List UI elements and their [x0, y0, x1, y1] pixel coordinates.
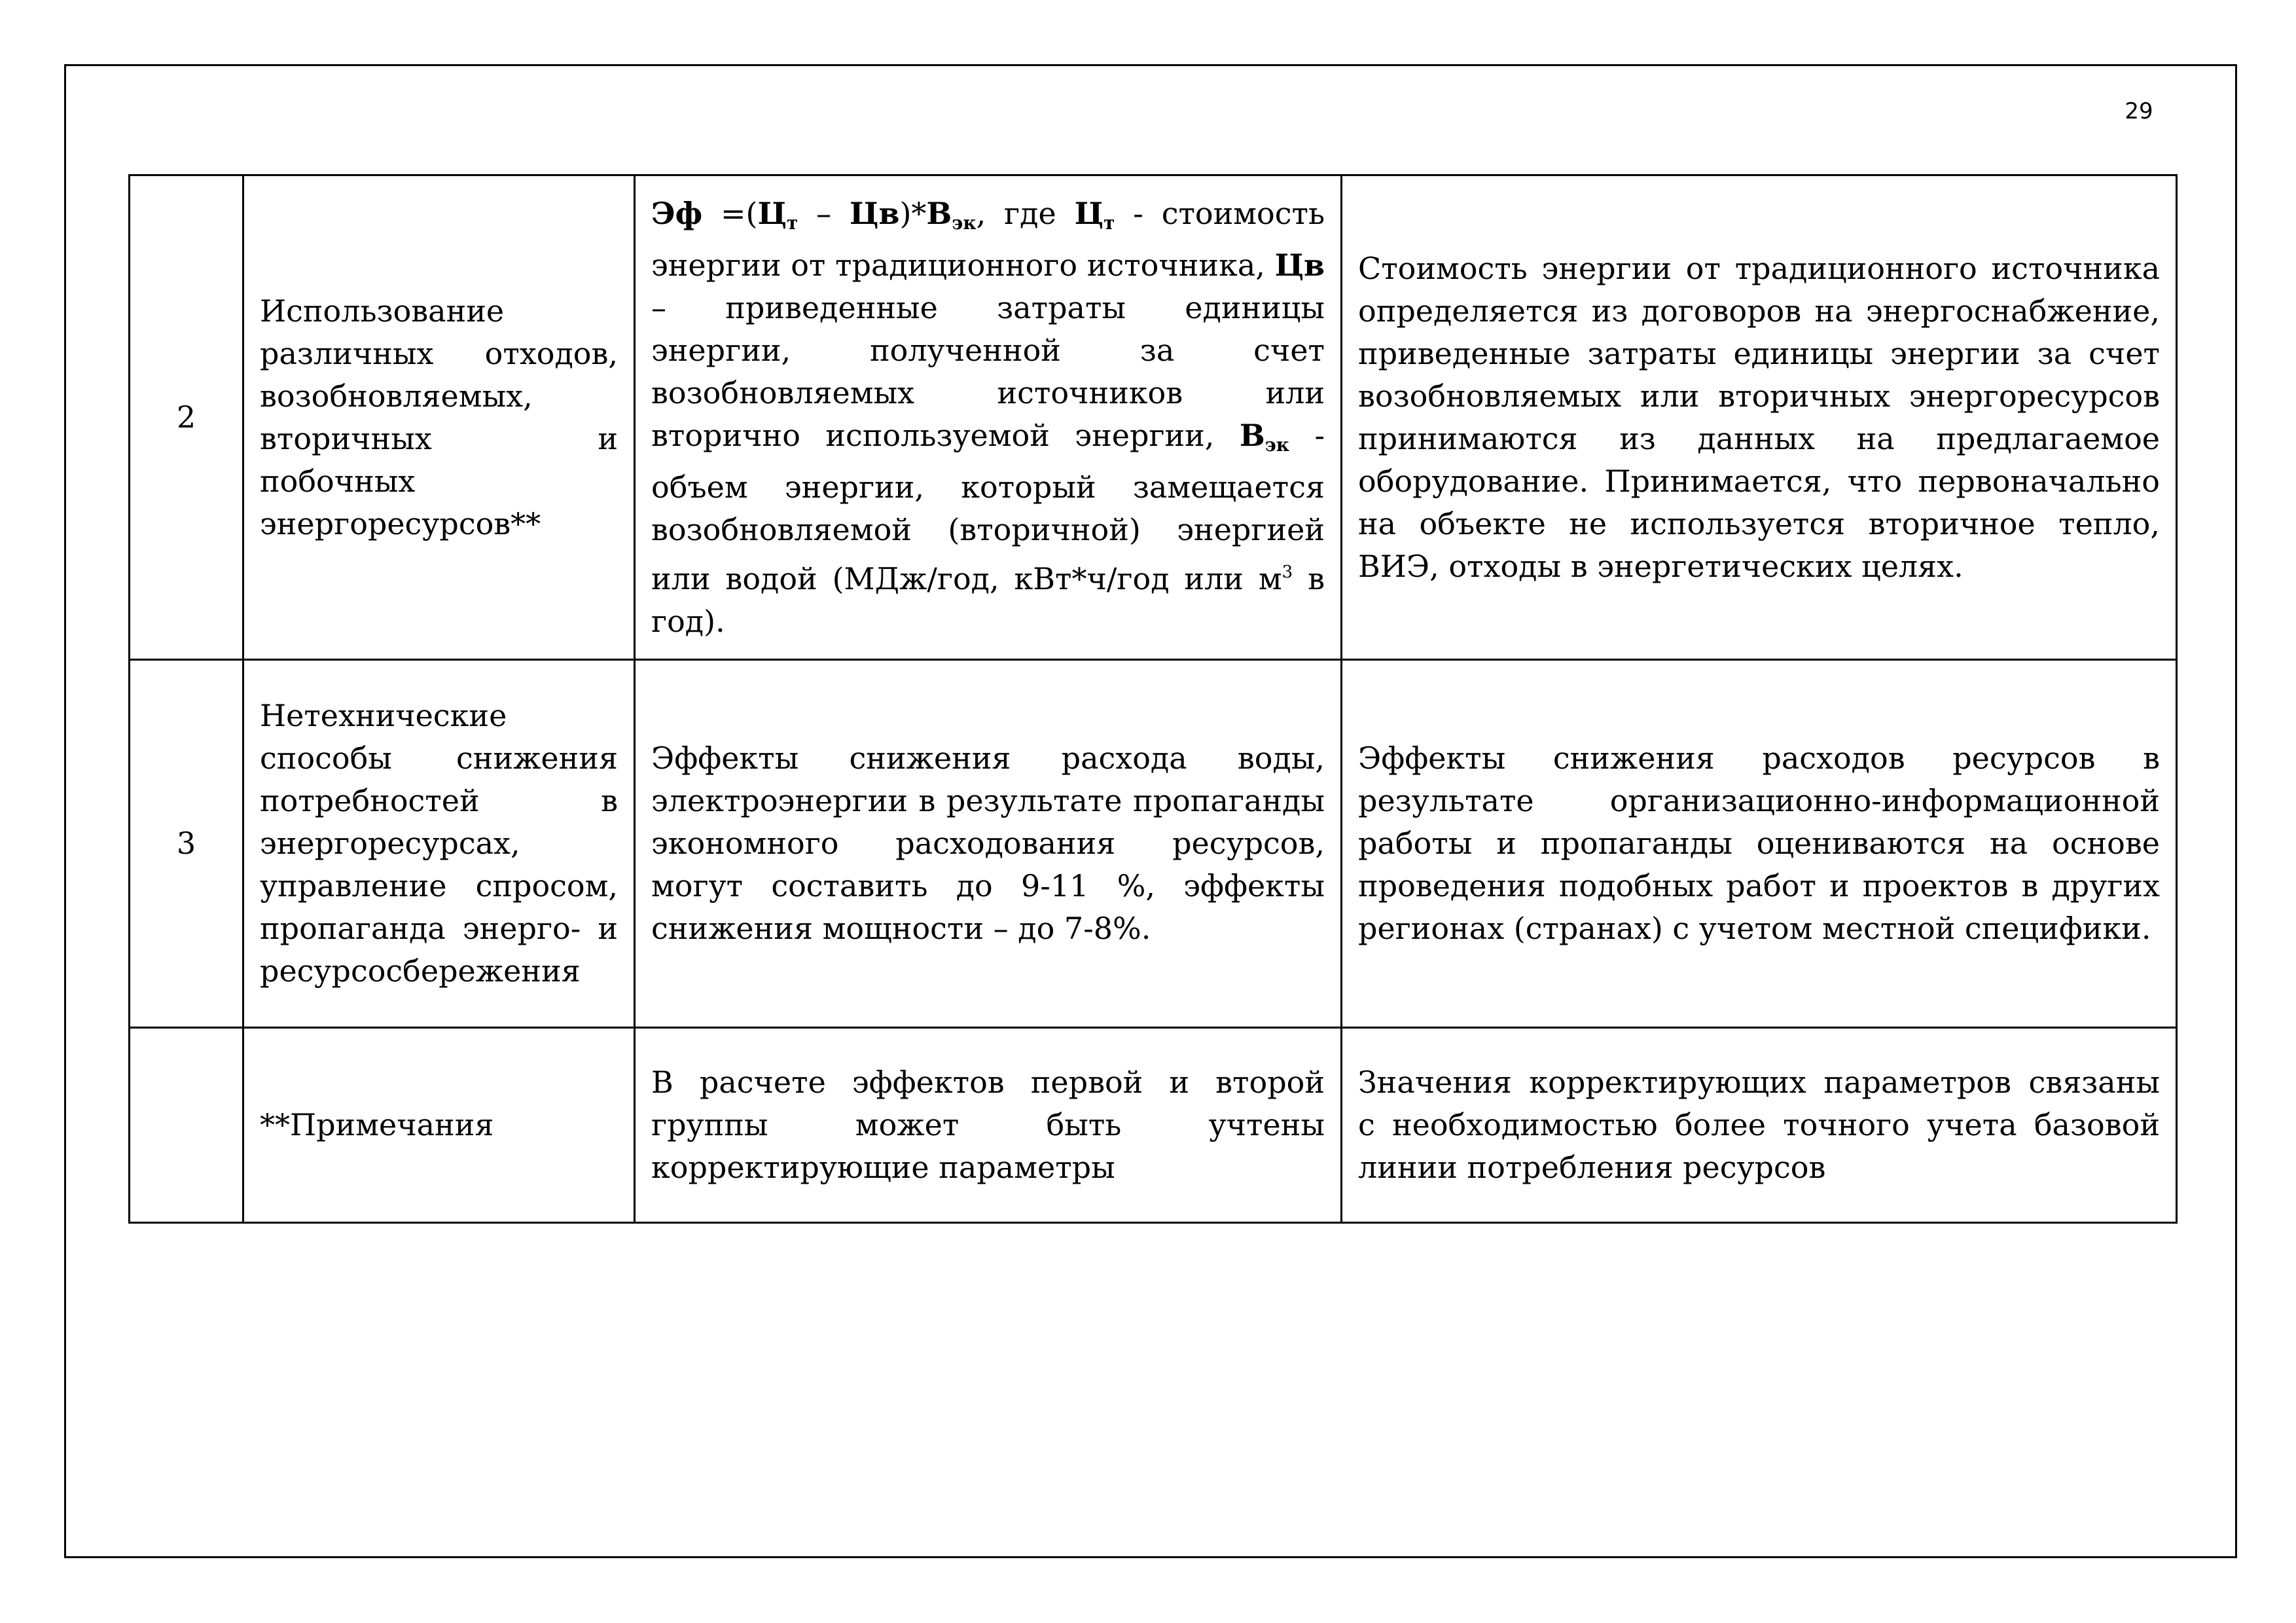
row-number	[130, 1028, 243, 1223]
measures-table	[128, 174, 2178, 1224]
notes-basis: Значения корректирующих параметров связаны с необходимостью более точного учета базовой линии потребления ресурсов	[1342, 1028, 2177, 1223]
table-row	[130, 1028, 2177, 1223]
calculation-basis: Эффекты снижения расходов ресурсов в результате организационно-информационной работы и пропаганды оцениваются на основе проведения подобных работ и проектов в других регионах (странах) с учетом местной специфики.	[1342, 660, 2177, 1028]
effect-formula: Эф $=(Ц_т - Цв)*В_{эк}$, где $Ц_т$ - стоимость энергии от традиционного источника, Цв – приведенные затраты единицы энергии, полученной за счет возобновляемых источников или вторично используемой энергии, $В_{эк}$ - объем энергии, который замещается возобновляемой (вторичной) энергией или водой (МДж/год, кВт*ч/год или $м^3$ в год).	[635, 175, 1342, 660]
effect-formula: Эффекты снижения расхода воды, электроэнергии в результате пропаганды экономного расходования ресурсов, могут составить до 9-11 %, эффекты снижения мощности – до 7-8%.	[635, 660, 1342, 1028]
page-number: 29	[2125, 98, 2153, 124]
measure-name: Использование различных отходов, возобновляемых, вторичных и побочных энергоресурсов**	[243, 175, 635, 660]
table-row	[130, 175, 2177, 660]
table-row	[130, 660, 2177, 1028]
row-number: 2	[130, 175, 243, 660]
notes-label: **Примечания	[243, 1028, 635, 1223]
calculation-basis: Стоимость энергии от традиционного источника определяется из договоров на энергоснабжение, приведенные затраты единицы энергии за счет возобновляемых или вторичных энергоресурсов принимаются из данных на предлагаемое оборудование. Принимается, что первоначально на объекте не используется вторичное тепло, ВИЭ, отходы в энергетических целях.	[1342, 175, 2177, 660]
formula-ef: Эф	[651, 195, 703, 231]
notes-formula: В расчете эффектов первой и второй группы может быть учтены корректирующие параметры	[635, 1028, 1342, 1223]
row-number: 3	[130, 660, 243, 1028]
measure-name: Нетехнические способы снижения потребностей в энергоресурсах, управление спросом, пропаганда энерго- и ресурсосбережения	[243, 660, 635, 1028]
